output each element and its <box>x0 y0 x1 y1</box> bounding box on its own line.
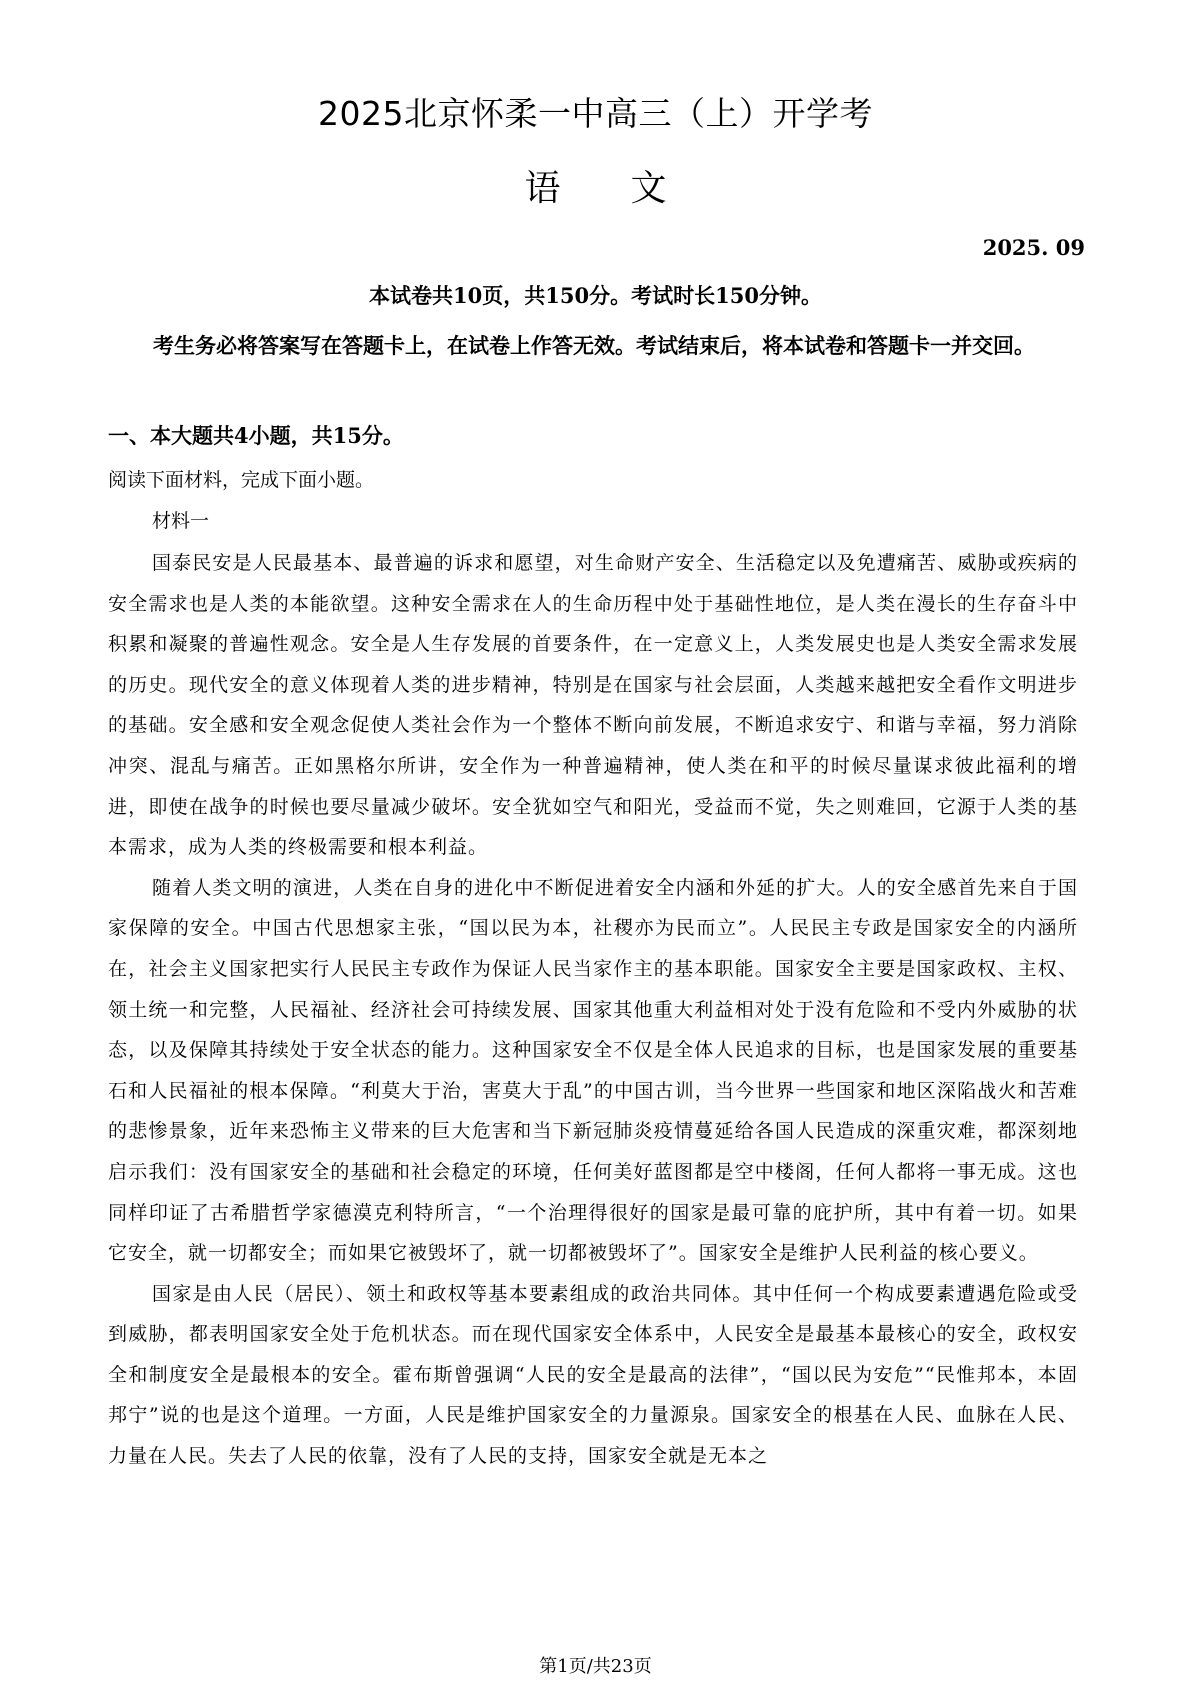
material-label: 材料一 <box>152 510 210 532</box>
paragraph: 国家是由人民（居民）、领土和政权等基本要素组成的政治共同体。其中任何一个构成要素遭遇危险或受到威胁，都表明国家安全处于危机状态。而在现代国家安全体系中，人民安全是最基本最核心的安全，政权安全和制度安全是最根本的安全。霍布斯曾强调“人民的安全是最高的法律”，“国以民为安危”“民惟邦本，本固邦宁”说的也是这个道理。一方面，人民是维护国家安全的力量源泉。国家安全的根基在人民、血脉在人民、力量在人民。失去了人民的依靠，没有了人民的支持，国家安全就是无本之 <box>108 1282 1078 1468</box>
subject-title: 语文 <box>524 168 737 209</box>
exam-notice-answer: 考生务必将答案写在答题卡上，在试卷上作答无效。考试结束后，将本试卷和答题卡一并交回。 <box>153 333 1035 358</box>
paragraph: 国泰民安是人民最基本、最普遍的诉求和愿望，对生命财产安全、生活稳定以及免遭痛苦、威胁或疾病的安全需求也是人类的本能欲望。这种安全需求在人的生命历程中处于基础性地位，是人类在漫长的生存奋斗中积累和凝聚的普遍性观念。安全是人生存发展的首要条件，在一定意义上，人类发展史也是人类安全需求发展的历史。现代安全的意义体现着人类的进步精神，特别是在国家与社会层面，人类越来越把安全看作文明进步的基础。安全感和安全观念促使人类社会作为一个整体不断向前发展，不断追求安宁、和谐与幸福，努力消除冲突、混乱与痛苦。正如黑格尔所讲，安全作为一种普遍精神，使人类在和平的时候尽量谋求彼此福利的增进，即使在战争的时候也要尽量减少破坏。安全犹如空气和阳光，受益而不觉，失之则难回，它源于人类的基本需求，成为人类的终极需要和根本利益。 <box>108 552 1078 859</box>
page-number: 第1页/共23页 <box>539 1656 652 1677</box>
material-body <box>108 543 1078 1477</box>
paragraph: 随着人类文明的演进，人类在自身的进化中不断促进着安全内涵和外延的扩大。人的安全感首先来自于国家保障的安全。中国古代思想家主张，“国以民为本，社稷亦为民而立”。人民民主专政是国家安全的内涵所在，社会主义国家把实行人民民主专政作为保证人民当家作主的基本职能。国家安全主要是国家政权、主权、领土统一和完整，人民福祉、经济社会可持续发展、国家其他重大利益相对处于没有危险和不受内外威胁的状态，以及保障其持续处于安全状态的能力。这种国家安全不仅是全体人民追求的目标，也是国家发展的重要基石和人民福祉的根本保障。“利莫大于治，害莫大于乱”的中国古训，当今世界一些国家和地区深陷战火和苦难的悲惨景象，近年来恐怖主义带来的巨大危害和当下新冠肺炎疫情蔓延给各国人民造成的深重灾难，都深刻地启示我们：没有国家安全的基础和社会稳定的环境，任何美好蓝图都是空中楼阁，任何人都将一事无成。这也同样印证了古希腊哲学家德漠克利特所言，“一个治理得很好的国家是最可靠的庇护所，其中有着一切。如果它安全，就一切都安全；而如果它被毁坏了，就一切都被毁坏了”。国家安全是维护人民利益的核心要义。 <box>108 876 1078 1265</box>
section-heading: 一、本大题共4小题，共15分。 <box>108 423 404 448</box>
exam-notice-length: 本试卷共10页，共150分。考试时长150分钟。 <box>369 283 822 308</box>
exam-title: 2025北京怀柔一中高三（上）开学考 <box>318 94 873 133</box>
reading-instruction: 阅读下面材料，完成下面小题。 <box>108 469 375 491</box>
exam-date: 2025. 09 <box>982 235 1085 260</box>
